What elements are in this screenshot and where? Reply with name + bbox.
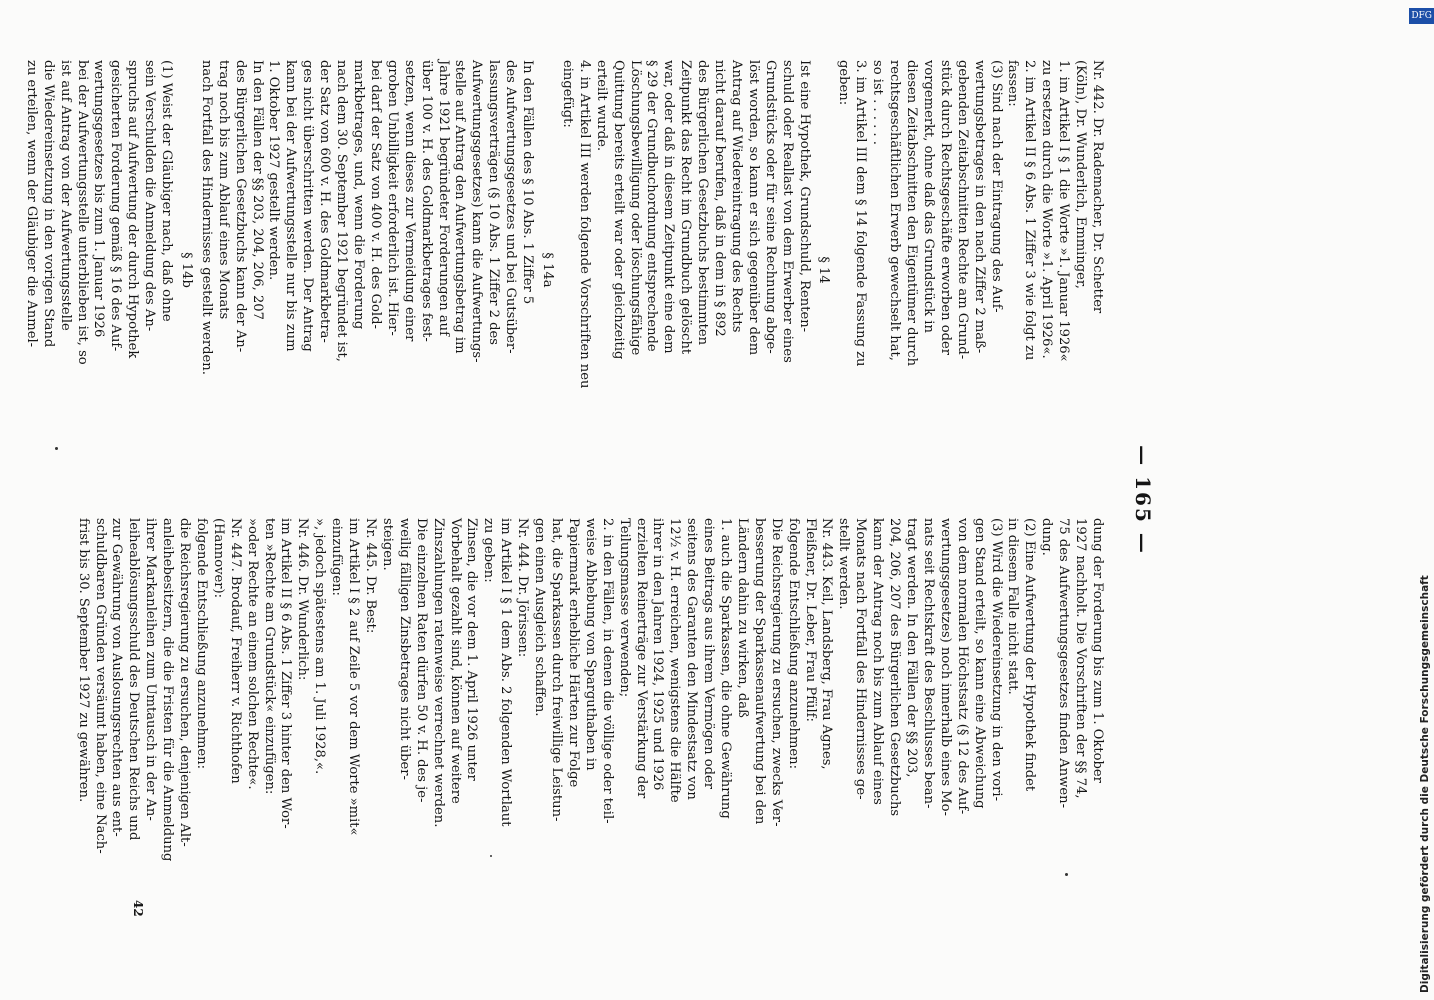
text-line: erteilt wurde. — [593, 60, 609, 152]
text-line: Antrag auf Wiedereintragung des Rechts — [728, 60, 744, 333]
text-line: ten »Rechte am Grundstück« einzufügen: — [261, 518, 277, 795]
text-line: Vorbehalt gezahlt sind, können auf weitere — [447, 518, 463, 804]
scan-speck — [55, 447, 58, 450]
text-line: des Aufwertungsgesetzes und bei Gutsüber- — [503, 60, 519, 354]
text-line: § 14b — [178, 252, 194, 288]
text-line: seitens des Garanten den Mindestsatz von — [684, 518, 700, 800]
text-line: Grundstücks oder für seine Rechnung abge- — [762, 60, 778, 354]
text-line: 1927 nachholt. Die Vorschriften der §§ 74, — [1073, 518, 1089, 799]
text-line: 2. im Artikel II § 6 Abs. 1 Ziffer 3 wie folgt zu — [1022, 60, 1038, 361]
text-line: im Artikel I § 1 dem Abs. 2 folgenden Wortlaut — [498, 518, 514, 827]
text-line: (1) Weist der Gläubiger nach, daß ohne — [159, 60, 175, 322]
text-line: die Reichsregierung zu ersuchen, denjenigen Alt- — [177, 518, 193, 847]
text-line: kann bei der Aufwertungsstelle nur bis zum — [283, 60, 299, 352]
text-line: groben Unbilligkeit erforderlich ist. Hier- — [384, 60, 400, 336]
text-line: vorgemerkt, ohne daß das Grundstück in — [920, 60, 936, 333]
text-line: ihrer in den Jahren 1924, 1925 und 1926 — [650, 518, 666, 791]
text-line: gen einen Ausgleich schaffen. — [532, 518, 548, 717]
text-line: Zinsen, die vor dem 1. April 1926 unter — [464, 518, 480, 781]
text-line: folgende Entschließung anzunehmen: — [193, 518, 209, 769]
text-line: rechtsgeschäftlichen Erwerb gewechselt hat, — [887, 60, 903, 361]
text-line: hat, die Sparkassen durch freiwillige Leistun- — [549, 518, 564, 822]
text-line: 12½ v. H. erreichen, wenigstens die Hälfte — [667, 518, 683, 803]
text-line: wertungsbetrages in den nach Ziffer 2 maß- — [971, 60, 987, 354]
text-line: § 29 der Grundbuchordnung entsprechende — [644, 60, 660, 352]
text-line: (2) Eine Aufwertung der Hypothek findet — [1022, 518, 1038, 792]
text-line: über 100 v. H. des Goldmarkbetrages fest- — [418, 60, 434, 342]
text-line: besserung der Sparkassenaufwertung bei den — [751, 518, 767, 825]
text-line: einzufügen: — [329, 518, 345, 596]
text-line: In den Fällen der §§ 203, 204, 206, 207 — [249, 60, 265, 320]
text-line: 2. in den Fällen, in denen die völlige oder teil- — [599, 518, 615, 824]
text-line: gen Stand erteilt, so kann eine Abweichung — [971, 518, 987, 809]
text-line: nicht darauf berufen, daß in dem in § 892 — [712, 60, 728, 337]
text-line: zu ersetzen durch die Worte »1. April 1926«. — [1039, 60, 1055, 359]
text-line: folgende Entschließung anzunehmen: — [785, 518, 801, 769]
text-line: Nr. 447. Brodauf, Freiherr v. Richthofen — [227, 518, 243, 784]
text-line: »oder Rechte an einem solchen Rechte«. — [244, 518, 260, 790]
text-line: zu geben: — [481, 518, 497, 583]
text-line: lassungsverträgen (§ 10 Abs. 1 Ziffer 2 des — [486, 60, 502, 345]
text-line: Ist eine Hypothek, Grundschuld, Renten- — [796, 60, 812, 333]
text-line: anleihebesitzern, die die Fristen für die Anmeldung — [160, 518, 176, 862]
text-line: (3) Sind nach der Eintragung des Auf- — [988, 60, 1004, 313]
text-line: Papiermark erhebliche Härten zur Folge — [565, 518, 581, 788]
text-line: § 14a — [540, 252, 555, 288]
text-line: bei der Aufwertungsstelle unterblieben ist, so — [74, 60, 90, 365]
text-line: im Artikel I § 2 auf Zeile 5 vor dem Worte »mit« — [346, 518, 362, 836]
text-line: leiheablösungsschuld des Deutschen Reichs und — [126, 518, 142, 841]
text-line: schuld oder Reallast von dem Erwerber eines — [779, 60, 795, 363]
text-line: Nr. 443. Keil, Landsberg, Frau Agnes, — [819, 518, 835, 770]
text-line: Fleißner, Dr. Leber, Frau Pfülf: — [802, 518, 818, 722]
text-line: bei darf der Satz von 400 v. H. des Gold- — [367, 60, 383, 329]
text-line: dung der Forderung bis zum 1. Oktober — [1090, 518, 1105, 783]
text-line: markbetrages, und, wenn die Forderung — [351, 60, 367, 330]
left-column — [23, 60, 1105, 480]
text-line: (3) Wird die Wiedereinsetzung in den vori- — [988, 518, 1004, 802]
text-line: dung. — [1039, 518, 1055, 556]
text-line: eines Beitrags aus ihrem Vermögen oder — [701, 518, 717, 790]
text-line: Quittung bereits erteilt war oder gleichzeitig — [610, 60, 626, 360]
text-line: 1. auch die Sparkassen, die ohne Gewährung — [718, 518, 734, 819]
text-line: diesen Zeitabschnitten den Eigentümer durch — [904, 60, 920, 366]
text-line: ihrer Markanleihen zum Umtausch in der An- — [143, 518, 159, 821]
text-line: löst worden, so kann er sich gegenüber dem — [745, 60, 761, 356]
text-line: 4. in Artikel III werden folgende Vorschriften neu — [576, 60, 592, 389]
text-line: setzen, wenn dieses zur Vermeidung einer — [401, 60, 417, 342]
text-line: § 14 — [816, 256, 832, 284]
text-line: nach dem 30. September 1921 begründet ist, — [334, 60, 350, 362]
text-line: ges nicht überschritten werden. Der Antrag — [300, 60, 316, 352]
text-line: in diesem Falle nicht statt. — [1005, 518, 1021, 695]
text-line: von dem normalen Höchstsatz (§ 12 des Auf- — [954, 518, 970, 815]
text-line: die Wiedereinsetzung in den vorigen Stand — [40, 60, 56, 348]
text-line: stück durch Rechtsgeschäfte erworben oder — [937, 60, 953, 355]
text-line: 75 des Aufwertungsgesetzes finden Anwen- — [1056, 518, 1072, 808]
digitization-credit-sidebar — [1411, 8, 1434, 993]
text-line: Zinszahlungen ratenweise verrechnet werden. — [430, 518, 446, 828]
text-line: stellt werden. — [836, 518, 852, 610]
text-line: kann der Antrag noch bis zum Ablauf eines — [870, 518, 886, 805]
text-line: weise Abhebung von Sparguthaben in — [582, 518, 598, 771]
text-line: der Satz von 600 v. H. des Goldmarkbetra- — [317, 60, 333, 343]
dfg-logo: DFG — [1409, 8, 1434, 24]
text-line: 3. im Artikel III dem § 14 folgende Fassung zu — [853, 60, 869, 367]
text-line: erzielten Reinerträge zur Verstärkung der — [633, 518, 649, 799]
text-line: spruchs auf Aufwertung der durch Hypothek — [125, 60, 141, 359]
text-line: Zeitpunkt das Recht im Grundbuch gelöscht — [678, 60, 694, 355]
text-line: Nr. 445. Dr. Best: — [363, 518, 379, 634]
digitization-credit-text: Digitalisierung gefördert durch die Deutsche Forschungsgemeinschaft — [1419, 575, 1431, 993]
text-line: gesicherten Forderung gemäß § 16 des Auf- — [108, 60, 124, 352]
text-line: sein Verschulden die Anmeldung des An- — [142, 60, 158, 332]
text-line: In den Fällen des § 10 Abs. 1 Ziffer 5 — [520, 60, 536, 305]
text-line: so ist . . . . . . — [870, 60, 886, 145]
text-line: geben: — [836, 60, 852, 106]
text-line: war, oder daß in diesem Zeitpunkt eine dem — [661, 60, 677, 354]
text-line: Ländern dahin zu wirken, daß — [734, 518, 750, 718]
text-line: wertungsgesetzes bis zum 1. Januar 1926 — [91, 60, 107, 338]
text-line: wertungsgesetzes) noch innerhalb eines Mo- — [937, 518, 953, 816]
text-line: Löschungsbewilligung oder löschungsfähige — [627, 60, 643, 356]
text-line: Teilungsmasse verwenden; — [616, 518, 632, 698]
text-line: steigen. — [379, 518, 395, 571]
scan-speck — [1065, 873, 1068, 876]
text-line: », jedoch spätestens am 1. Juli 1928,«. — [312, 518, 328, 775]
text-line: 1. im Artikel I § 1 die Worte »1. Januar 1926« — [1056, 60, 1072, 362]
text-line: weilig fälligen Zinsbetrages nicht über- — [396, 518, 412, 780]
text-line: tragt werden. In den Fällen der §§ 203, — [904, 518, 920, 778]
document-page-rotated — [23, 60, 1155, 940]
text-line: Nr. 444. Dr. Jörissen: — [515, 518, 531, 658]
text-line: des Bürgerlichen Gesetzbuchs bestimmten — [695, 60, 711, 346]
text-line: nats seit Rechtskraft des Beschlusses bean- — [920, 518, 936, 809]
text-line: schuldbaren Gründen versäumt haben, eine Nach- — [92, 518, 108, 854]
text-line: des Bürgerlichen Gesetzbuchs kann der An- — [232, 60, 248, 353]
page-number-header: — 165 — — [1131, 445, 1155, 555]
text-line: 204, 206, 207 des Bürgerlichen Gesetzbuchs — [887, 518, 903, 817]
text-line: Aufwertungsgesetzes) kann die Aufwertungs- — [469, 60, 485, 363]
text-line: nach Fortfall des Hindernisses gestellt werden. — [198, 60, 214, 375]
text-line: gebenden Zeitabschnitten Rechte am Grund- — [954, 60, 970, 360]
text-line: stelle auf Antrag den Aufwertungsbetrag im — [452, 60, 468, 354]
text-line: Nr. 442. Dr. Rademacher, Dr. Schetter — [1090, 60, 1105, 314]
text-line: fassen: — [1005, 60, 1021, 107]
text-line: Nr. 446. Dr. Wunderlich: — [295, 518, 311, 681]
text-line: Jahre 1921 begründeter Forderungen auf — [435, 60, 451, 336]
text-line: zur Gewährung von Auslosungsrechten aus ent- — [109, 518, 125, 837]
text-line: frist bis 30. September 1927 zu gewähren. — [75, 518, 91, 803]
text-line: im Artikel II § 6 Abs. 1 Ziffer 3 hinter den Wor- — [278, 518, 294, 829]
text-line: (Hannover): — [210, 518, 226, 599]
text-line: eingefügt: — [559, 60, 575, 128]
text-line: ist auf Antrag von der Aufwertungsstelle — [57, 60, 73, 331]
text-line: Die einzelnen Raten dürfen 50 v. H. des je- — [413, 518, 429, 803]
text-line: trag noch bis zum Ablauf eines Monats — [215, 60, 231, 320]
text-line: (Köln), Dr. Wunderlich, Emminger, — [1073, 60, 1089, 289]
right-column — [75, 518, 1105, 938]
text-line: zu erteilen, wenn der Gläubiger die Anmel- — [23, 60, 39, 348]
text-line: Die Reichsregierung zu ersuchen, zwecks Ver- — [768, 518, 784, 827]
page-footer-number: 42 — [131, 900, 145, 917]
scan-speck — [490, 855, 492, 857]
text-line: Monats nach Fortfall des Hindernisses ge- — [853, 518, 869, 800]
text-line: 1. Oktober 1927 gestellt werden. — [266, 60, 282, 281]
